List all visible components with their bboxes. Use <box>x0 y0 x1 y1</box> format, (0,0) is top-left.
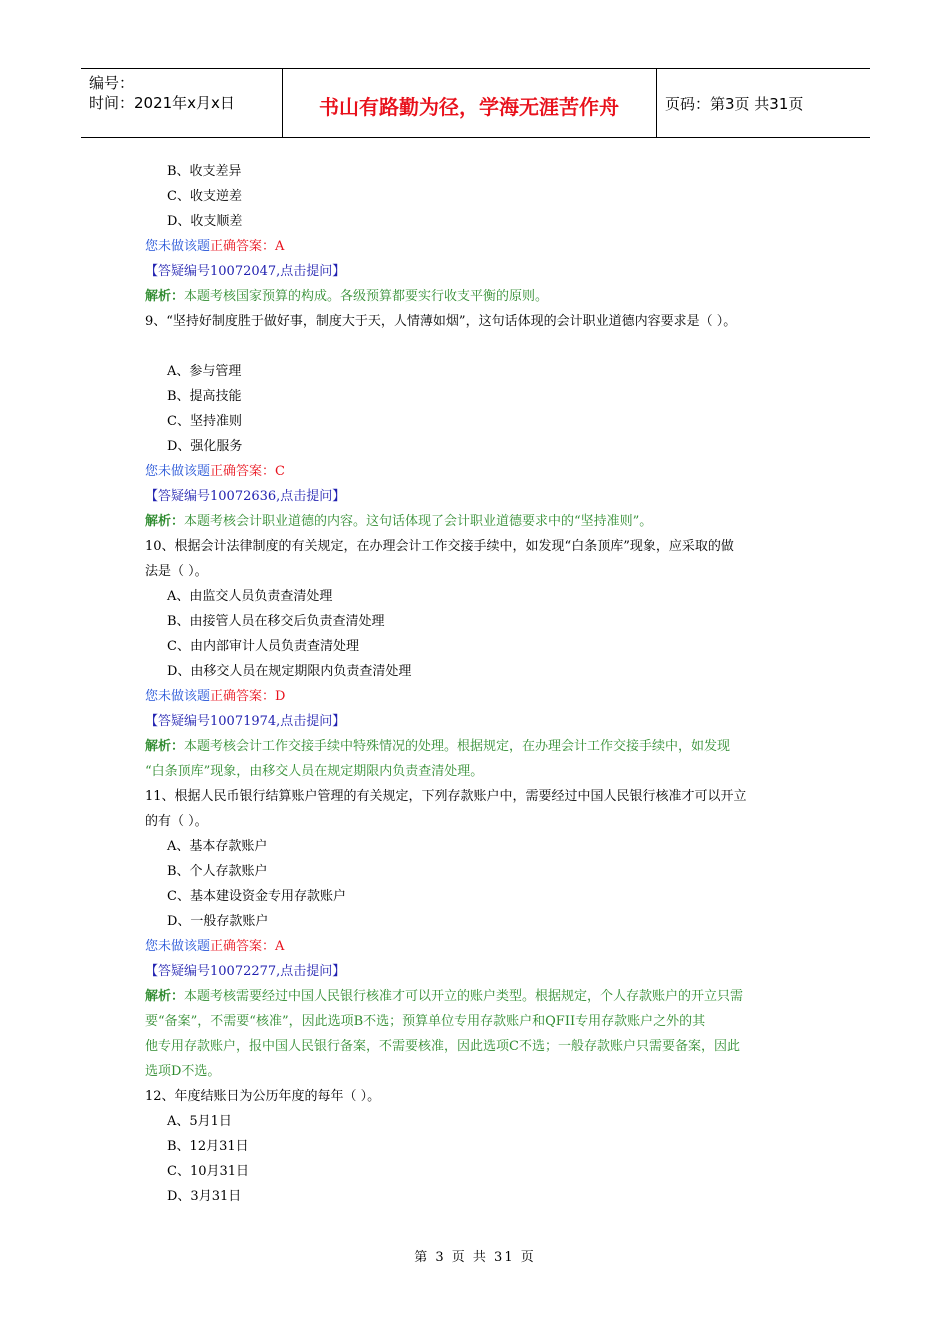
answer-option: B、收支差异 <box>167 164 242 179</box>
answer-option: C、10月31日 <box>167 1164 250 1179</box>
analysis-body: 本题考核需要经过中国人民银行核准才可以开立的账户类型。根据规定，个人存款账户的开立只需 <box>184 989 744 1004</box>
page-footer: 第 3 页 共 31 页 <box>414 1250 536 1265</box>
answer-option: A、5月1日 <box>167 1114 232 1129</box>
question-text: 的有（ ）。 <box>145 814 208 829</box>
header-divider <box>656 69 657 137</box>
question-text: 12、年度结账日为公历年度的每年（ ）。 <box>145 1089 381 1104</box>
ask-question-link[interactable]: 【答疑编号10071974,点击提问】 <box>145 714 346 729</box>
question-text: 法是（ ）。 <box>145 564 208 579</box>
header-motto: 书山有路勤为径，学海无涯苦作舟 <box>319 95 619 119</box>
answer-option: C、基本建设资金专用存款账户 <box>167 889 346 904</box>
answer-status <box>145 934 815 959</box>
answer-status <box>145 684 815 709</box>
answer-option: B、12月31日 <box>167 1139 249 1154</box>
answer-option: D、收支顺差 <box>167 214 243 229</box>
analysis-text: “白条顶库”现象，由移交人员在规定期限内负责查清处理。 <box>145 764 484 779</box>
analysis-text <box>145 509 815 534</box>
not-done-label: 您未做该题 <box>145 939 211 954</box>
answer-status <box>145 459 815 484</box>
page-header <box>81 68 870 138</box>
time-label: 时间：2021年x月x日 <box>89 94 235 112</box>
header-page-info: 页码：第3页 共31页 <box>665 95 804 113</box>
ask-question-link[interactable]: 【答疑编号10072636,点击提问】 <box>145 489 346 504</box>
answer-option: A、参与管理 <box>167 364 242 379</box>
answer-option: C、坚持准则 <box>167 414 242 429</box>
analysis-text <box>145 984 815 1009</box>
analysis-text <box>145 284 815 309</box>
answer-status <box>145 234 815 259</box>
correct-answer: 正确答案：A <box>210 939 285 954</box>
analysis-body: 本题考核会计工作交接手续中特殊情况的处理。根据规定，在办理会计工作交接手续中，如发现 <box>184 739 731 754</box>
analysis-body: 本题考核会计职业道德的内容。这句话体现了会计职业道德要求中的“坚持准则”。 <box>184 514 653 529</box>
analysis-body: 本题考核国家预算的构成。各级预算都要实行收支平衡的原则。 <box>184 289 549 304</box>
analysis-text: 要“备案”，不需要“核准”，因此选项B不选；预算单位专用存款账户和QFII专用存款账户之外的其 <box>145 1014 706 1029</box>
ask-question-link[interactable]: 【答疑编号10072277,点击提问】 <box>145 964 346 979</box>
answer-option: D、一般存款账户 <box>167 914 269 929</box>
answer-option: D、3月31日 <box>167 1189 242 1204</box>
answer-option: D、由移交人员在规定期限内负责查清处理 <box>167 664 412 679</box>
analysis-text: 选项D不选。 <box>145 1064 221 1079</box>
correct-answer: 正确答案：D <box>210 689 286 704</box>
ask-question-link[interactable]: 【答疑编号10072047,点击提问】 <box>145 264 346 279</box>
answer-option: B、提高技能 <box>167 389 242 404</box>
analysis-text <box>145 734 815 759</box>
analysis-label: 解析： <box>145 989 185 1004</box>
document-body <box>145 159 815 1209</box>
not-done-label: 您未做该题 <box>145 239 211 254</box>
analysis-label: 解析： <box>145 514 185 529</box>
analysis-label: 解析： <box>145 289 185 304</box>
number-label: 编号： <box>89 74 135 92</box>
question-text: 9、“坚持好制度胜于做好事，制度大于天，人情薄如烟”，这句话体现的会计职业道德内容要求是（ ）。 <box>145 314 737 329</box>
correct-answer: 正确答案：C <box>210 464 285 479</box>
question-text: 10、根据会计法律制度的有关规定，在办理会计工作交接手续中，如发现“白条顶库”现象，应采取的做 <box>145 539 734 554</box>
analysis-text: 他专用存款账户，报中国人民银行备案，不需要核准，因此选项C不选；一般存款账户只需要备案，因此 <box>145 1039 740 1054</box>
header-meta <box>89 73 235 113</box>
analysis-label: 解析： <box>145 739 185 754</box>
answer-option: C、由内部审计人员负责查清处理 <box>167 639 359 654</box>
answer-option: C、收支逆差 <box>167 189 242 204</box>
question-text: 11、根据人民币银行结算账户管理的有关规定，下列存款账户中，需要经过中国人民银行核准才可以开立 <box>145 789 747 804</box>
correct-answer: 正确答案：A <box>210 239 285 254</box>
answer-option: A、由监交人员负责查清处理 <box>167 589 333 604</box>
answer-option: B、个人存款账户 <box>167 864 268 879</box>
answer-option: D、强化服务 <box>167 439 243 454</box>
not-done-label: 您未做该题 <box>145 464 211 479</box>
not-done-label: 您未做该题 <box>145 689 211 704</box>
answer-option: B、由接管人员在移交后负责查清处理 <box>167 614 385 629</box>
answer-option: A、基本存款账户 <box>167 839 268 854</box>
blank-line <box>145 334 815 359</box>
